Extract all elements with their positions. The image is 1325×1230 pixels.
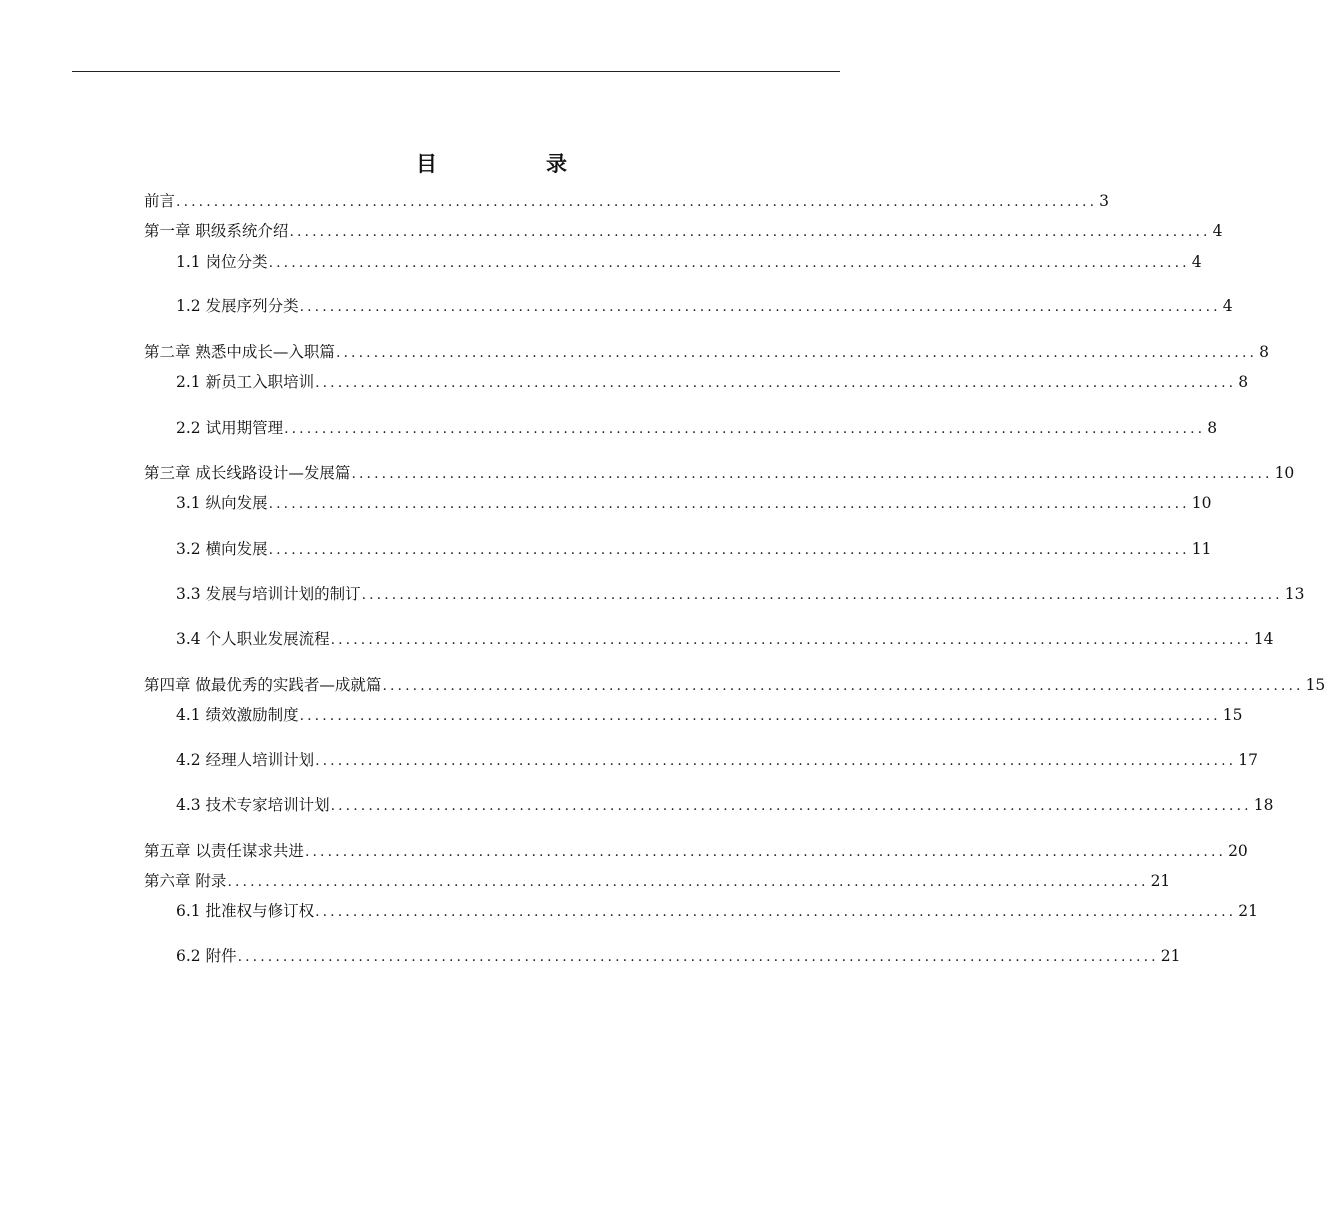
toc-entry-4-1[interactable]	[176, 704, 1243, 726]
toc-entry-label: 1.1 岗位分类	[176, 253, 268, 271]
toc-dot-leader: ..........................................................................................................................	[289, 224, 1211, 240]
toc-dot-leader: ..........................................................................................................................	[268, 496, 1190, 512]
toc-dot-leader: ..........................................................................................................................	[361, 587, 1283, 603]
toc-entry-label: 第一章 职级系统介绍	[144, 222, 289, 240]
toc-entry-label: 4.3 技术专家培训计划	[176, 796, 330, 814]
toc-page-number: 18	[1253, 796, 1274, 814]
toc-page-number: 21	[1160, 947, 1181, 965]
toc-page-number: 13	[1284, 585, 1305, 603]
toc-dot-leader: ..........................................................................................................................	[351, 466, 1273, 482]
toc-entry-label: 第二章 熟悉中成长—入职篇	[144, 343, 335, 361]
toc-dot-leader: ..........................................................................................................................	[299, 299, 1221, 315]
toc-entry-label: 第五章 以责任谋求共进	[144, 842, 304, 860]
toc-page-number: 21	[1238, 902, 1258, 920]
toc-dot-leader: ..........................................................................................................................	[315, 753, 1237, 769]
toc-entry-chapter-2[interactable]	[144, 341, 1269, 363]
toc-page-number: 15	[1305, 676, 1325, 694]
toc-entry-chapter-4[interactable]	[144, 674, 1325, 696]
toc-entry-chapter-6[interactable]	[144, 870, 1171, 892]
toc-entry-2-1[interactable]	[176, 371, 1249, 393]
toc-page-number: 4	[1191, 253, 1202, 271]
toc-entry-label: 3.1 纵向发展	[176, 494, 268, 512]
toc-dot-leader: ..........................................................................................................................	[268, 255, 1190, 271]
toc-dot-leader: ..........................................................................................................................	[304, 844, 1227, 860]
toc-entry-chapter-1[interactable]	[144, 220, 1223, 242]
toc-entry-label: 2.1 新员工入职培训	[176, 373, 315, 391]
toc-dot-leader: ..........................................................................................................................	[330, 632, 1252, 648]
toc-page-number: 4	[1212, 222, 1223, 240]
toc-dot-leader: ..........................................................................................................................	[268, 542, 1190, 558]
toc-entry-6-2[interactable]	[176, 945, 1181, 967]
toc-entry-3-4[interactable]	[176, 628, 1274, 650]
toc-entry-label: 6.1 批准权与修订权	[176, 902, 315, 920]
toc-entry-1-2[interactable]	[176, 295, 1233, 317]
toc-dot-leader: ..........................................................................................................................	[330, 798, 1252, 814]
toc-entry-label: 3.3 发展与培训计划的制订	[176, 585, 361, 603]
toc-entry-label: 4.2 经理人培训计划	[176, 751, 315, 769]
toc-page-number: 10	[1274, 464, 1295, 482]
toc-entry-label: 第六章 附录	[144, 872, 227, 890]
toc-title-char-2: 录	[546, 152, 567, 176]
toc-entry-label: 1.2 发展序列分类	[176, 297, 299, 315]
toc-page-number: 8	[1259, 343, 1269, 361]
toc-dot-leader: ..........................................................................................................................	[176, 194, 1098, 210]
toc-entry-label: 2.2 试用期管理	[176, 419, 284, 437]
toc-entry-3-1[interactable]	[176, 492, 1212, 514]
toc-dot-leader: ..........................................................................................................................	[284, 421, 1206, 437]
toc-entry-3-2[interactable]	[176, 538, 1212, 560]
toc-page-number: 8	[1207, 419, 1218, 437]
toc-dot-leader: ..........................................................................................................................	[227, 874, 1149, 890]
toc-entry-2-2[interactable]	[176, 417, 1218, 439]
toc-entry-preface[interactable]	[144, 190, 1110, 212]
toc-page-number: 4	[1222, 297, 1233, 315]
toc-entry-4-2[interactable]	[176, 749, 1258, 771]
toc-entry-1-1[interactable]	[176, 251, 1202, 273]
toc-dot-leader: ..........................................................................................................................	[382, 678, 1304, 694]
toc-entry-label: 第四章 做最优秀的实践者—成就篇	[144, 676, 382, 694]
toc-entry-label: 3.4 个人职业发展流程	[176, 630, 330, 648]
toc-page-number: 15	[1222, 706, 1243, 724]
toc-dot-leader: ..........................................................................................................................	[237, 949, 1159, 965]
toc-title-char-1: 目	[416, 152, 437, 176]
toc-entry-label: 3.2 横向发展	[176, 540, 268, 558]
toc-page-number: 8	[1238, 373, 1249, 391]
toc-entry-chapter-3[interactable]	[144, 462, 1295, 484]
toc-entry-label: 第三章 成长线路设计—发展篇	[144, 464, 351, 482]
toc-dot-leader: ..........................................................................................................................	[335, 345, 1258, 361]
toc-page-number: 14	[1253, 630, 1274, 648]
toc-entry-label: 6.2 附件	[176, 947, 237, 965]
toc-page-number: 21	[1150, 872, 1171, 890]
toc-page-number: 20	[1228, 842, 1248, 860]
toc-page-number: 11	[1191, 540, 1212, 558]
toc-entry-6-1[interactable]	[176, 900, 1258, 922]
toc-entry-4-3[interactable]	[176, 794, 1274, 816]
toc-dot-leader: ..........................................................................................................................	[315, 375, 1237, 391]
toc-page-number: 17	[1238, 751, 1258, 769]
toc-dot-leader: ..........................................................................................................................	[299, 708, 1221, 724]
toc-entry-chapter-5[interactable]	[144, 840, 1248, 862]
toc-page-number: 10	[1191, 494, 1212, 512]
toc-dot-leader: ..........................................................................................................................	[315, 904, 1237, 920]
toc-entry-3-3[interactable]	[176, 583, 1305, 605]
toc-page-number: 3	[1099, 192, 1110, 210]
toc-entry-label: 前言	[144, 192, 176, 210]
toc-entry-label: 4.1 绩效激励制度	[176, 706, 299, 724]
